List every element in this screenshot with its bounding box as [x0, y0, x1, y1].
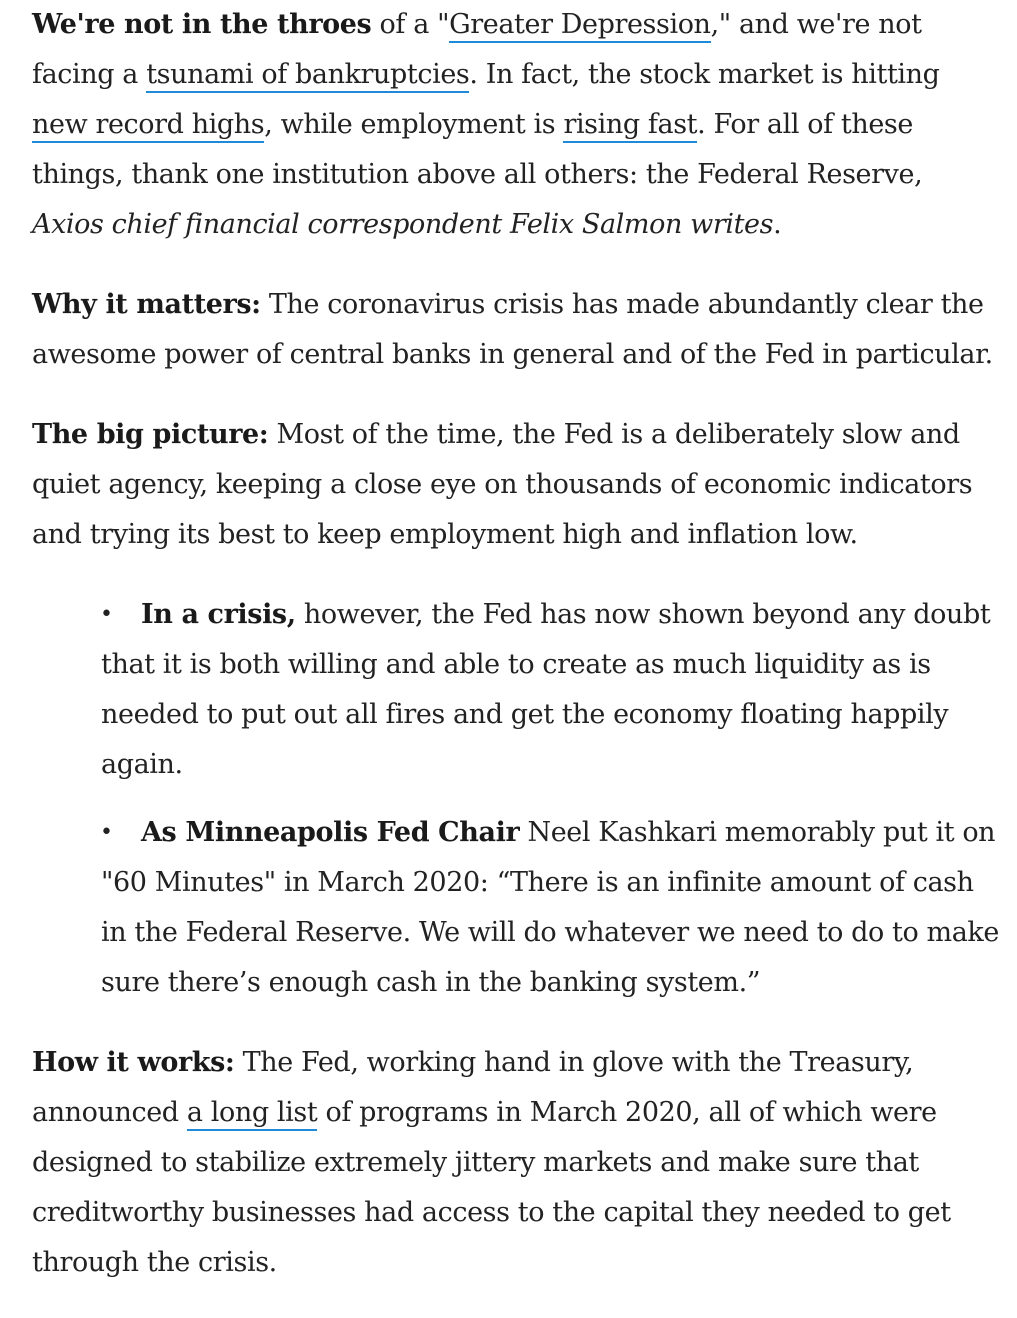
intro-text-2: ," and we're not facing a: [32, 9, 922, 90]
big-picture-paragraph: [32, 410, 1000, 560]
bullet-label: In a crisis,: [141, 599, 296, 630]
record-highs-link[interactable]: new record highs: [32, 109, 264, 143]
list-item: [101, 808, 1000, 1008]
intro-text-6: .: [773, 209, 782, 240]
long-list-link[interactable]: a long list: [187, 1097, 317, 1131]
intro-lead-bold: We're not in the throes: [32, 9, 372, 40]
greater-depression-link[interactable]: Greater Depression: [449, 9, 710, 43]
intro-text-1: of a ": [371, 9, 450, 40]
big-picture-text: Most of the time, the Fed is a deliberately slow and quiet agency, keeping a close eye on thousands of economic indicators and trying its best to keep employment high and inflation low.: [32, 419, 973, 550]
byline-italic: Axios chief financial correspondent Felix Salmon writes: [32, 209, 774, 240]
bullet-icon: •: [100, 820, 113, 845]
why-it-matters-paragraph: [32, 280, 1000, 380]
intro-text-5: . For all of these things, thank one institution above all others: the Federal Reserve,: [32, 109, 923, 190]
rising-fast-link[interactable]: rising fast: [563, 109, 697, 143]
how-it-works-paragraph: [32, 1038, 1000, 1288]
intro-text-4: , while employment is: [264, 109, 564, 140]
bullet-text: Neel Kashkari memorably put it on "60 Minutes" in March 2020: “There is an infinite amount of cash in the Federal Reserve. We will do whatever we need to do to make sure there’s enough cash in the banking system.”: [101, 817, 999, 998]
intro-text-3: . In fact, the stock market is hitting: [469, 59, 940, 90]
bullet-label: As Minneapolis Fed Chair: [141, 817, 520, 848]
how-it-works-text-2: of programs in March 2020, all of which were designed to stabilize extremely jittery markets and make sure that creditworthy businesses had access to the capital they needed to get through the crisis.: [32, 1097, 951, 1278]
how-it-works-text-1: The Fed, working hand in glove with the Treasury, announced: [32, 1047, 914, 1128]
tsunami-bankruptcies-link[interactable]: tsunami of bankruptcies: [146, 59, 469, 93]
bullet-icon: •: [100, 602, 113, 627]
list-item: [101, 590, 1000, 790]
intro-paragraph: [32, 0, 1000, 250]
big-picture-label: The big picture:: [32, 419, 269, 450]
bullet-text: however, the Fed has now shown beyond any doubt that it is both willing and able to create as much liquidity as is needed to put out all fires and get the economy floating happily again.: [101, 599, 991, 780]
why-it-matters-label: Why it matters:: [32, 289, 261, 320]
why-it-matters-text: The coronavirus crisis has made abundantly clear the awesome power of central banks in general and of the Fed in particular.: [32, 289, 993, 370]
article-body: [32, 0, 1000, 1318]
how-it-works-label: How it works:: [32, 1047, 235, 1078]
bullet-list: [32, 590, 1000, 1008]
